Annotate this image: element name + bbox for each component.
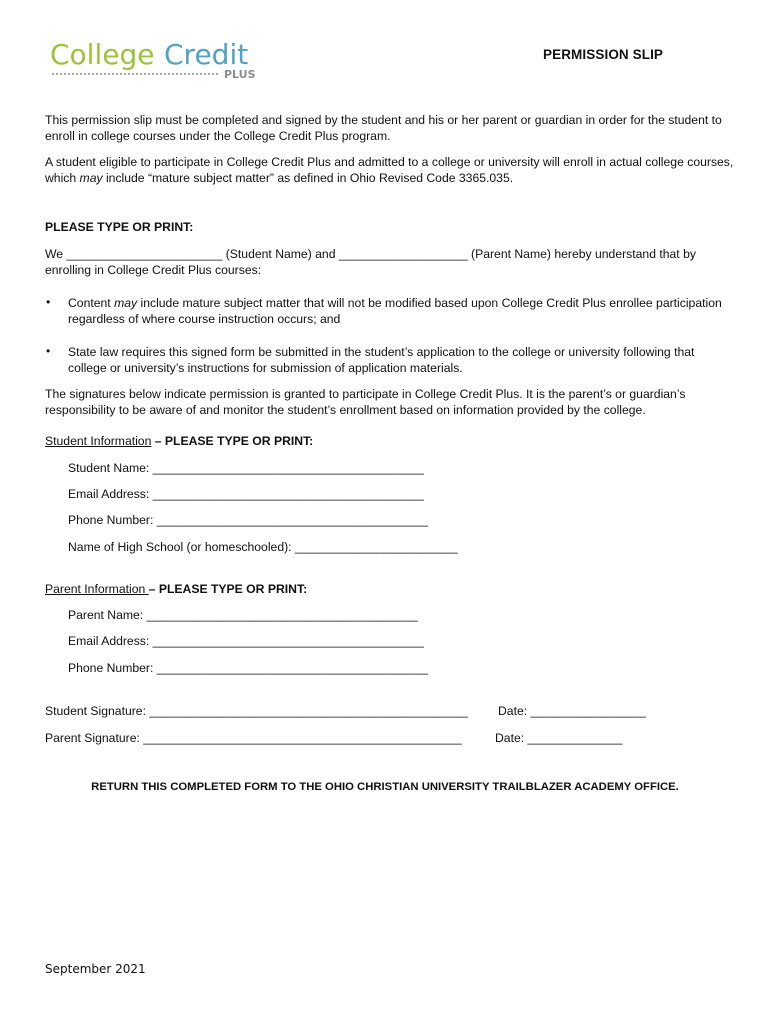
footer-date: September 2021	[45, 962, 146, 976]
student-name-field[interactable]: Student Name: ________________________________________	[68, 461, 424, 475]
bullet-marker: •	[46, 344, 51, 358]
please-print-heading: PLEASE TYPE OR PRINT:	[45, 220, 194, 234]
bullet-marker: •	[46, 295, 51, 309]
parent-info-heading: Parent Information – PLEASE TYPE OR PRINT:	[45, 582, 308, 596]
intro-paragraph-2: A student eligible to participate in College Credit Plus and admitted to a college or university will enroll in actual college courses, which may include “mature subject matter” as defined in Ohio Revised Code 3365.035.	[45, 155, 734, 185]
college-credit-plus-logo	[50, 36, 270, 82]
student-email-field[interactable]: Email Address: ________________________________________	[68, 487, 424, 501]
return-instruction: RETURN THIS COMPLETED FORM TO THE OHIO CHRISTIAN UNIVERSITY TRAILBLAZER ACADEMY OFFICE.	[91, 781, 679, 793]
parent-email-field[interactable]: Email Address: ________________________________________	[68, 634, 424, 648]
logo-word-credit: Credit	[164, 38, 249, 71]
student-info-heading: Student Information – PLEASE TYPE OR PRINT:	[45, 434, 314, 448]
logo-word-plus: PLUS	[224, 68, 256, 81]
parent-date-field[interactable]: Date: ______________	[495, 731, 623, 745]
intro-paragraph-1: This permission slip must be completed and signed by the student and his or her parent or guardian in order for the student to enroll in college courses under the College Credit Plus program.	[45, 113, 722, 143]
signatures-note: The signatures below indicate permission is granted to participate in College Credit Plus. It is the parent’s or guardian’s responsibility to be aware of and monitor the student’s enrollment based on information provided by the college.	[45, 387, 686, 417]
parent-signature-field[interactable]: Parent Signature: _______________________________________________	[45, 731, 462, 745]
bullet-item-content: Content may include mature subject matter that will not be modified based upon College Credit Plus enrollee participation regardless of where course instruction occurs; and	[68, 296, 722, 326]
student-signature-field[interactable]: Student Signature: _______________________________________________	[45, 704, 468, 718]
logo-word-college: College	[50, 38, 155, 71]
we-statement: We _______________________ (Student Name) and ___________________ (Parent Name) hereby understand that by enrolling in College Credit Plus courses:	[45, 247, 696, 277]
bullet-item-state-law: State law requires this signed form be submitted in the student’s application to the college or university following that college or university’s instructions for submission of application materials.	[68, 345, 695, 375]
student-date-field[interactable]: Date: _________________	[498, 704, 646, 718]
high-school-field[interactable]: Name of High School (or homeschooled): ________________________	[68, 540, 458, 554]
page-title: PERMISSION SLIP	[543, 47, 664, 62]
parent-phone-field[interactable]: Phone Number: ________________________________________	[68, 661, 428, 675]
parent-name-field[interactable]: Parent Name: ________________________________________	[68, 608, 418, 622]
student-phone-field[interactable]: Phone Number: ________________________________________	[68, 513, 428, 527]
